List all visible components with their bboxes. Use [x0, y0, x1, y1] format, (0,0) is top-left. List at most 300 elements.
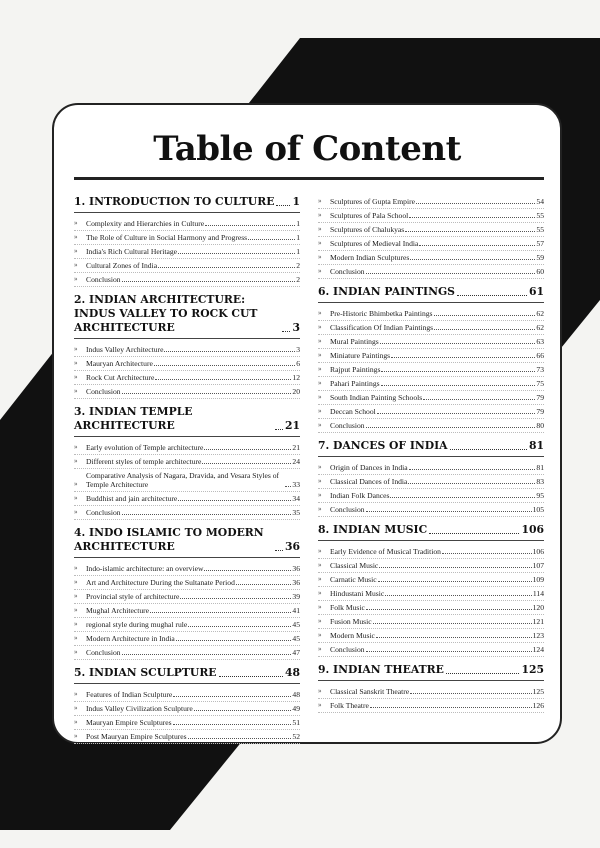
bullet-icon: »: [318, 323, 322, 331]
dot-leader: [202, 463, 291, 464]
entry-title: Complexity and Hierarchies in Culture: [86, 219, 205, 228]
dot-leader: [376, 637, 532, 638]
toc-entry[interactable]: [74, 469, 300, 492]
entry-page-number: 36: [292, 564, 300, 573]
entry-title: Conclusion: [86, 648, 121, 657]
chapter-page-number: 36: [284, 540, 300, 553]
entry-title: Modern Architecture in India: [86, 634, 175, 643]
bullet-icon: »: [318, 421, 322, 429]
toc-entry[interactable]: [318, 601, 544, 615]
bullet-icon: »: [318, 547, 322, 555]
toc-entry[interactable]: [74, 343, 300, 357]
bullet-icon: »: [74, 620, 78, 628]
chapter-page-number: 125: [521, 663, 544, 676]
dot-leader: [446, 673, 520, 674]
entry-page-number: 3: [296, 345, 300, 354]
bullet-icon: »: [74, 480, 78, 488]
toc-entry[interactable]: [318, 195, 544, 209]
entry-title: Hindustani Music: [330, 589, 385, 598]
dot-leader: [122, 514, 292, 515]
entry-page-number: 39: [292, 592, 300, 601]
toc-entry[interactable]: [74, 576, 300, 590]
entry-title: Post Mauryan Empire Sculptures: [86, 732, 187, 741]
entry-page-number: 121: [532, 617, 544, 626]
entry-title: Art and Architecture During the Sultanate Period: [86, 578, 235, 587]
entry-page-number: 52: [292, 732, 300, 741]
bullet-icon: »: [318, 463, 322, 471]
chapter-title: 4. INDO ISLAMIC TO MODERN ARCHITECTURE: [74, 526, 264, 553]
bullet-icon: »: [74, 732, 78, 740]
toc-entry[interactable]: [74, 231, 300, 245]
bullet-icon: »: [74, 634, 78, 642]
toc-entry[interactable]: [74, 688, 300, 702]
dot-leader: [178, 253, 295, 254]
bullet-icon: »: [74, 564, 78, 572]
entry-page-number: 57: [536, 239, 544, 248]
dot-leader: [366, 273, 536, 274]
bullet-icon: »: [318, 337, 322, 345]
toc-entry[interactable]: [318, 419, 544, 433]
dot-leader: [122, 393, 292, 394]
entry-title: Mauryan Architecture: [86, 359, 153, 368]
toc-entry[interactable]: [318, 545, 544, 559]
entry-title: Conclusion: [86, 387, 121, 396]
entry-page-number: 107: [532, 561, 544, 570]
entry-page-number: 1: [296, 233, 300, 242]
entry-page-number: 1: [296, 219, 300, 228]
chapter-page-number: 1: [292, 195, 300, 208]
dot-leader: [405, 231, 535, 232]
dot-leader: [205, 225, 295, 226]
dot-leader: [366, 651, 532, 652]
entry-page-number: 120: [532, 603, 544, 612]
chapter-title: 6. INDIAN PAINTINGS: [318, 285, 455, 298]
title-divider: [74, 177, 544, 180]
bullet-icon: »: [318, 365, 322, 373]
entry-page-number: 35: [292, 508, 300, 517]
toc-entry[interactable]: [318, 629, 544, 643]
dot-leader: [366, 511, 532, 512]
dot-leader: [275, 429, 283, 430]
toc-section: [318, 663, 544, 713]
toc-entry[interactable]: [318, 335, 544, 349]
dot-leader: [416, 203, 535, 204]
toc-entry[interactable]: [74, 273, 300, 287]
toc-section: [74, 195, 300, 287]
entry-title: Buddhist and jain architecture: [86, 494, 178, 503]
chapter-heading[interactable]: [74, 293, 300, 339]
toc-entry[interactable]: [318, 237, 544, 251]
dot-leader: [366, 609, 532, 610]
toc-section: [74, 405, 300, 520]
dot-leader: [154, 365, 295, 366]
chapter-heading[interactable]: [74, 666, 300, 684]
dot-leader: [378, 581, 532, 582]
dot-leader: [390, 497, 535, 498]
chapter-title: 8. INDIAN MUSIC: [318, 523, 428, 536]
bullet-icon: »: [74, 494, 78, 502]
chapter-heading[interactable]: [74, 405, 300, 437]
toc-entry[interactable]: [318, 307, 544, 321]
toc-entry[interactable]: [74, 217, 300, 231]
toc-entry[interactable]: [74, 441, 300, 455]
dot-leader: [188, 626, 291, 627]
bullet-icon: »: [74, 219, 78, 227]
entry-page-number: 79: [536, 393, 544, 402]
dot-leader: [178, 500, 291, 501]
entry-title: Classification Of Indian Paintings: [330, 323, 434, 332]
chapter-page-number: 48: [284, 666, 300, 679]
entry-page-number: 125: [532, 687, 544, 696]
entry-title: Origin of Dances in India: [330, 463, 408, 472]
toc-entry[interactable]: [74, 604, 300, 618]
entry-title: Mauryan Empire Sculptures: [86, 718, 172, 727]
dot-leader: [410, 259, 535, 260]
entry-page-number: 1: [296, 247, 300, 256]
bullet-icon: »: [318, 379, 322, 387]
toc-entry[interactable]: [74, 702, 300, 716]
dot-leader: [379, 567, 531, 568]
entry-page-number: 20: [292, 387, 300, 396]
dot-leader: [423, 399, 535, 400]
entry-page-number: 45: [292, 620, 300, 629]
chapter-page-number: 81: [528, 439, 544, 452]
entry-title: Early evolution of Temple architecture: [86, 443, 204, 452]
bullet-icon: »: [74, 648, 78, 656]
toc-entry[interactable]: [318, 699, 544, 713]
toc-section: [74, 526, 300, 660]
entry-page-number: 63: [536, 337, 544, 346]
entry-title: Features of Indian Sculpture: [86, 690, 173, 699]
entry-title: Conclusion: [330, 267, 365, 276]
toc-section: [318, 285, 544, 433]
toc-entry[interactable]: [74, 590, 300, 604]
dot-leader: [194, 710, 292, 711]
entry-page-number: 114: [532, 589, 544, 598]
chapter-page-number: 61: [528, 285, 544, 298]
dot-leader: [155, 379, 291, 380]
toc-entry[interactable]: [74, 618, 300, 632]
toc-entry[interactable]: [318, 405, 544, 419]
chapter-heading[interactable]: [74, 526, 300, 558]
entry-title: Conclusion: [330, 421, 365, 430]
toc-entry[interactable]: [318, 643, 544, 657]
toc-section: [74, 293, 300, 399]
entry-title: Sculptures of Chalukyas: [330, 225, 405, 234]
entry-page-number: 59: [536, 253, 544, 262]
toc-entry[interactable]: [74, 455, 300, 469]
entry-title: Sculptures of Pala School: [330, 211, 409, 220]
chapter-page-number: 21: [284, 419, 300, 432]
bullet-icon: »: [318, 267, 322, 275]
entry-page-number: 45: [292, 634, 300, 643]
bullet-icon: »: [74, 247, 78, 255]
toc-entry[interactable]: [74, 716, 300, 730]
entry-page-number: 33: [292, 480, 300, 489]
entry-title: regional style during mughal rule: [86, 620, 188, 629]
dot-leader: [219, 676, 283, 677]
entry-page-number: 106: [532, 547, 544, 556]
entry-title: India's Rich Cultural Heritage: [86, 247, 177, 256]
entry-title: Modern Music: [330, 631, 375, 640]
bullet-icon: »: [318, 631, 322, 639]
entry-title: Conclusion: [330, 505, 365, 514]
dot-leader: [381, 371, 535, 372]
entry-page-number: 81: [536, 463, 544, 472]
entry-title: Sculptures of Medieval India: [330, 239, 419, 248]
bullet-icon: »: [318, 603, 322, 611]
entry-page-number: 24: [292, 457, 300, 466]
dot-leader: [380, 343, 536, 344]
toc-entry[interactable]: [318, 587, 544, 601]
dot-leader: [173, 724, 292, 725]
entry-page-number: 75: [536, 379, 544, 388]
toc-column-left: [74, 195, 300, 750]
chapter-heading[interactable]: [318, 285, 544, 303]
entry-title: Classical Music: [330, 561, 379, 570]
entry-title: Provincial style of architecture: [86, 592, 180, 601]
entry-page-number: 95: [536, 491, 544, 500]
toc-section: [74, 666, 300, 744]
toc-entry[interactable]: [318, 223, 544, 237]
toc-entry[interactable]: [74, 562, 300, 576]
toc-section: [318, 523, 544, 657]
entry-title: Rock Cut Architecture: [86, 373, 155, 382]
bullet-icon: »: [74, 275, 78, 283]
entry-title: Sculptures of Gupta Empire: [330, 197, 415, 206]
toc-card: [52, 103, 562, 744]
toc-entry[interactable]: [318, 251, 544, 265]
entry-page-number: 109: [532, 575, 544, 584]
toc-entry[interactable]: [318, 209, 544, 223]
dot-leader: [409, 469, 536, 470]
entry-title: Mural Paintings: [330, 337, 379, 346]
page-title: Table of Content: [153, 129, 461, 169]
entry-page-number: 54: [536, 197, 544, 206]
bullet-icon: »: [74, 508, 78, 516]
bullet-icon: »: [318, 701, 322, 709]
dot-leader: [150, 612, 291, 613]
dot-leader: [275, 550, 283, 551]
dot-leader: [434, 329, 535, 330]
entry-title: Indus Valley Architecture: [86, 345, 164, 354]
dot-leader: [158, 267, 295, 268]
bullet-icon: »: [318, 575, 322, 583]
entry-page-number: 55: [536, 225, 544, 234]
toc-entry[interactable]: [74, 646, 300, 660]
bullet-icon: »: [318, 687, 322, 695]
dot-leader: [419, 245, 535, 246]
chapter-title: 9. INDIAN THEATRE: [318, 663, 444, 676]
toc-entry[interactable]: [318, 503, 544, 517]
dot-leader: [409, 217, 535, 218]
bullet-icon: »: [74, 345, 78, 353]
dot-leader: [122, 654, 292, 655]
bullet-icon: »: [318, 561, 322, 569]
entry-page-number: 34: [292, 494, 300, 503]
dot-leader: [408, 483, 535, 484]
toc-entry[interactable]: [318, 615, 544, 629]
toc-entry[interactable]: [318, 321, 544, 335]
entry-title: The Role of Culture in Social Harmony and Progress: [86, 233, 248, 242]
toc-entry[interactable]: [318, 461, 544, 475]
entry-page-number: 126: [532, 701, 544, 710]
bullet-icon: »: [74, 592, 78, 600]
entry-page-number: 2: [296, 261, 300, 270]
toc-entry[interactable]: [74, 506, 300, 520]
toc-entry[interactable]: [318, 377, 544, 391]
bullet-icon: »: [318, 225, 322, 233]
toc-entry[interactable]: [74, 385, 300, 399]
entry-title: Indus Valley Civilization Sculpture: [86, 704, 193, 713]
dot-leader: [410, 693, 531, 694]
entry-page-number: 41: [292, 606, 300, 615]
dot-leader: [248, 239, 295, 240]
entry-title: South Indian Painting Schools: [330, 393, 423, 402]
entry-title: Carnatic Music: [330, 575, 377, 584]
entry-title: Indian Folk Dances: [330, 491, 390, 500]
entry-page-number: 105: [532, 505, 544, 514]
entry-page-number: 62: [536, 309, 544, 318]
dot-leader: [276, 205, 290, 206]
entry-page-number: 48: [292, 690, 300, 699]
bullet-icon: »: [74, 443, 78, 451]
entry-title: Conclusion: [86, 275, 121, 284]
dot-leader: [188, 738, 292, 739]
bullet-icon: »: [74, 261, 78, 269]
toc-entry[interactable]: [74, 245, 300, 259]
dot-leader: [442, 553, 532, 554]
chapter-title: 1. INTRODUCTION TO CULTURE: [74, 195, 275, 208]
entry-title: Classical Sanskrit Theatre: [330, 687, 410, 696]
bullet-icon: »: [318, 351, 322, 359]
toc-section: [318, 439, 544, 517]
toc-entry[interactable]: [74, 259, 300, 273]
bullet-icon: »: [74, 373, 78, 381]
entry-page-number: 79: [536, 407, 544, 416]
entry-page-number: 2: [296, 275, 300, 284]
toc-entry[interactable]: [74, 371, 300, 385]
entry-page-number: 83: [536, 477, 544, 486]
entry-page-number: 36: [292, 578, 300, 587]
toc-entry[interactable]: [74, 357, 300, 371]
entry-page-number: 55: [536, 211, 544, 220]
dot-leader: [282, 331, 290, 332]
toc-entry[interactable]: [74, 632, 300, 646]
entry-page-number: 47: [292, 648, 300, 657]
toc-entry[interactable]: [318, 391, 544, 405]
entry-page-number: 66: [536, 351, 544, 360]
bullet-icon: »: [318, 253, 322, 261]
entry-title: Pahari Paintings: [330, 379, 380, 388]
dot-leader: [450, 449, 527, 450]
entry-page-number: 124: [532, 645, 544, 654]
bullet-icon: »: [74, 457, 78, 465]
chapter-heading[interactable]: [74, 195, 300, 213]
dot-leader: [381, 385, 536, 386]
toc-entry[interactable]: [318, 685, 544, 699]
entry-page-number: 12: [292, 373, 300, 382]
chapter-heading[interactable]: [318, 523, 544, 541]
entry-page-number: 62: [536, 323, 544, 332]
bullet-icon: »: [318, 197, 322, 205]
chapter-title: 2. INDIAN ARCHITECTURE: INDUS VALLEY TO ROCK CUT ARCHITECTURE: [74, 293, 258, 334]
entry-title: Conclusion: [86, 508, 121, 517]
entry-title: Classical Dances of India: [330, 477, 408, 486]
toc-entry[interactable]: [318, 489, 544, 503]
bullet-icon: »: [318, 491, 322, 499]
dot-leader: [429, 533, 519, 534]
entry-title: Cultural Zones of India: [86, 261, 158, 270]
entry-page-number: 6: [296, 359, 300, 368]
dot-leader: [204, 570, 291, 571]
toc-entry[interactable]: [318, 559, 544, 573]
toc-section: [318, 195, 544, 279]
dot-leader: [176, 640, 292, 641]
entry-page-number: 123: [532, 631, 544, 640]
dot-leader: [366, 427, 536, 428]
toc-entry[interactable]: [74, 492, 300, 506]
dot-leader: [180, 598, 291, 599]
chapter-heading[interactable]: [318, 663, 544, 681]
entry-page-number: 80: [536, 421, 544, 430]
bullet-icon: »: [318, 309, 322, 317]
chapter-page-number: 3: [292, 321, 300, 334]
entry-page-number: 60: [536, 267, 544, 276]
bullet-icon: »: [74, 606, 78, 614]
entry-title: Folk Theatre: [330, 701, 369, 710]
toc-entry[interactable]: [318, 363, 544, 377]
dot-leader: [285, 486, 291, 487]
dot-leader: [173, 696, 291, 697]
chapter-heading[interactable]: [318, 439, 544, 457]
bullet-icon: »: [74, 578, 78, 586]
entry-page-number: 49: [292, 704, 300, 713]
chapter-title: 5. INDIAN SCULPTURE: [74, 666, 217, 679]
entry-title: Indo-islamic architecture: an overview: [86, 564, 204, 573]
dot-leader: [236, 584, 292, 585]
bullet-icon: »: [318, 477, 322, 485]
bullet-icon: »: [318, 589, 322, 597]
bullet-icon: »: [318, 239, 322, 247]
bullet-icon: »: [74, 718, 78, 726]
bullet-icon: »: [74, 690, 78, 698]
toc-entry[interactable]: [318, 475, 544, 489]
dot-leader: [122, 281, 296, 282]
entry-title: Fusion Music: [330, 617, 372, 626]
toc-entry[interactable]: [74, 730, 300, 744]
entry-title: Deccan School: [330, 407, 376, 416]
dot-leader: [391, 357, 535, 358]
entry-title: Rajput Paintings: [330, 365, 381, 374]
chapter-title: 7. DANCES OF INDIA: [318, 439, 448, 452]
dot-leader: [434, 315, 536, 316]
entry-page-number: 51: [292, 718, 300, 727]
chapter-title: 3. INDIAN TEMPLE ARCHITECTURE: [74, 405, 193, 432]
entry-title: Conclusion: [330, 645, 365, 654]
bullet-icon: »: [74, 233, 78, 241]
entry-title: Mughal Architecture: [86, 606, 150, 615]
dot-leader: [373, 623, 532, 624]
toc-entry[interactable]: [318, 573, 544, 587]
bullet-icon: »: [318, 617, 322, 625]
toc-entry[interactable]: [318, 265, 544, 279]
entry-title: Pre-Historic Bhimbetka Paintings: [330, 309, 433, 318]
toc-entry[interactable]: [318, 349, 544, 363]
dot-leader: [385, 595, 532, 596]
dot-leader: [204, 449, 291, 450]
bullet-icon: »: [74, 359, 78, 367]
